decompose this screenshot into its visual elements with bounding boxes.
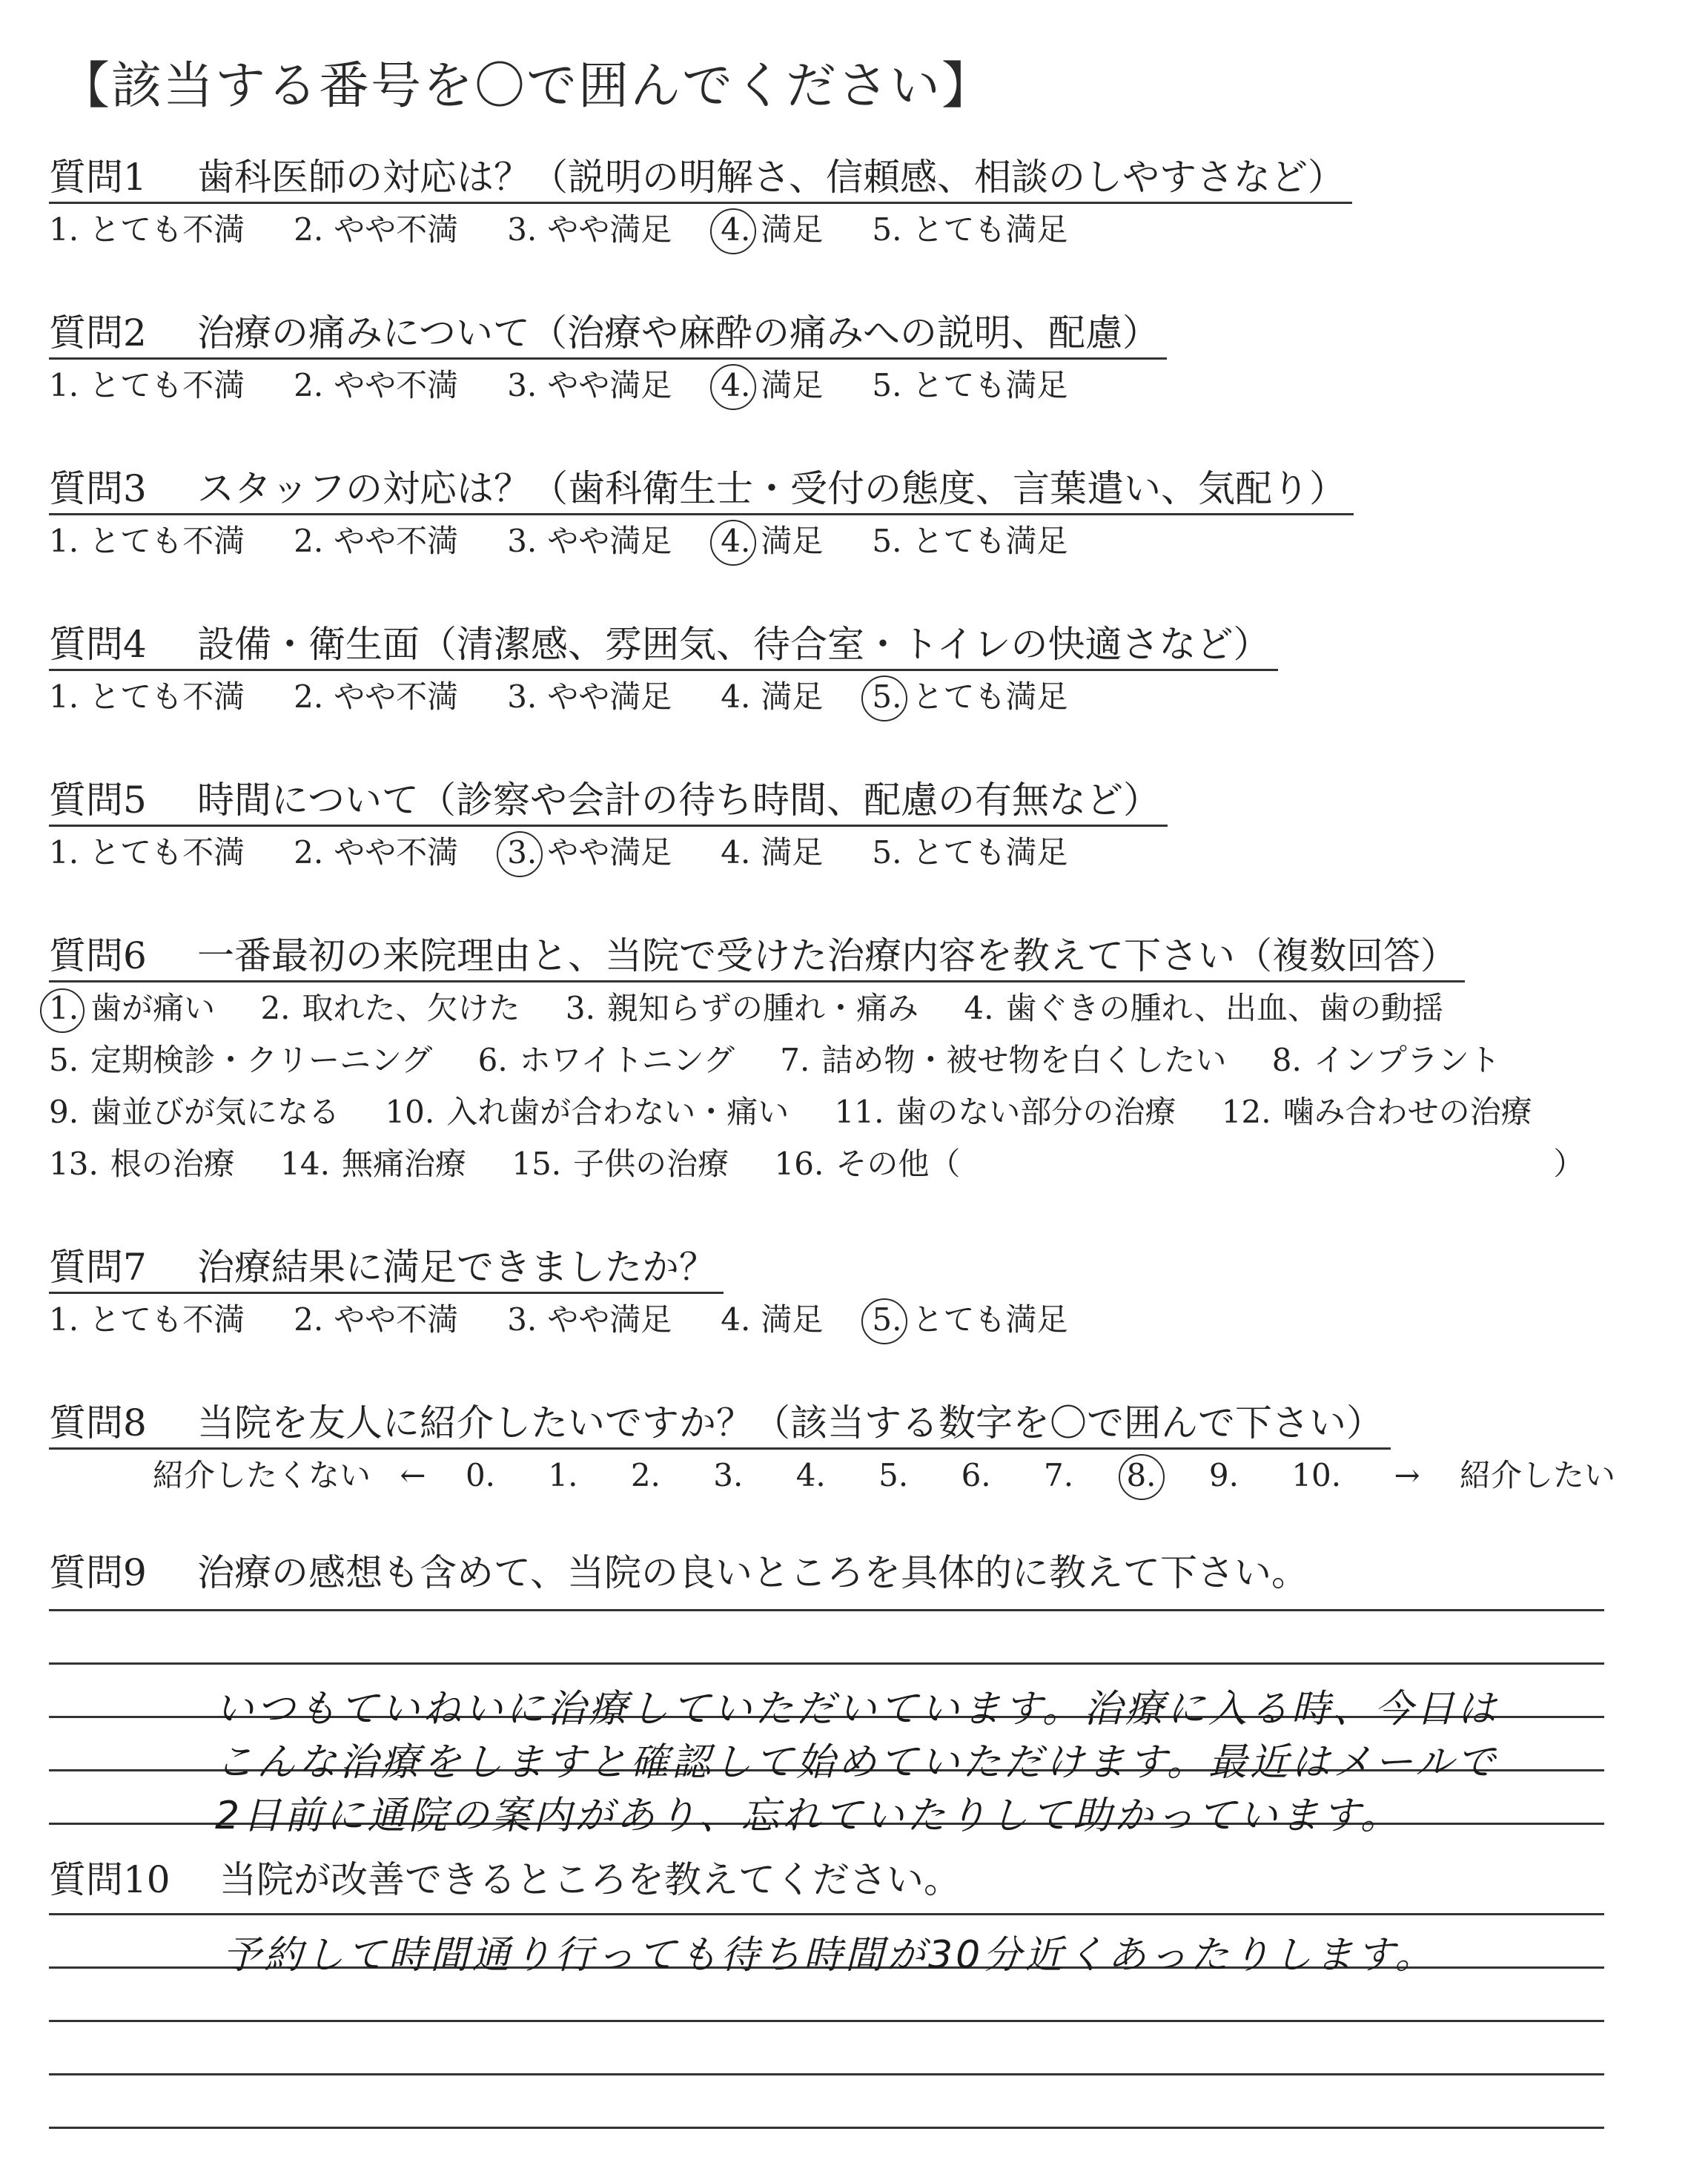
option-4-selected[interactable] xyxy=(721,515,823,567)
option-2[interactable] xyxy=(294,1294,458,1346)
choice-2[interactable] xyxy=(260,982,520,1034)
option-number: 4. xyxy=(721,834,751,871)
option-5-selected[interactable] xyxy=(872,1294,1068,1346)
option-number: 3. xyxy=(507,1301,537,1338)
question-1 xyxy=(49,153,1664,256)
choice-number: 2. xyxy=(260,990,291,1026)
option-label: 満足 xyxy=(761,211,824,248)
option-number: 5. xyxy=(872,834,902,871)
choice-1-selected[interactable] xyxy=(49,982,215,1034)
right-arrow-icon: → xyxy=(1394,1457,1420,1493)
option-number: 1. xyxy=(49,211,79,248)
scale-1[interactable]: 1. xyxy=(548,1457,578,1493)
option-4-selected[interactable] xyxy=(721,204,823,256)
choice-8[interactable] xyxy=(1272,1034,1500,1086)
other-close-paren: ） xyxy=(1553,1146,1585,1182)
option-1[interactable] xyxy=(49,1294,245,1346)
option-2[interactable] xyxy=(294,360,458,412)
question-number: 質問6 xyxy=(49,934,147,977)
choice-label: 根の治療 xyxy=(110,1146,235,1182)
writing-line xyxy=(49,2073,1604,2075)
option-number: 1. xyxy=(49,834,79,871)
option-2[interactable] xyxy=(294,671,458,723)
choice-label: 子供の治療 xyxy=(573,1146,729,1182)
option-number: 5. xyxy=(872,367,902,403)
choice-3[interactable] xyxy=(566,982,918,1034)
option-5-selected[interactable] xyxy=(872,671,1068,723)
option-number: 3. xyxy=(507,367,537,403)
rating-options xyxy=(49,204,1664,256)
handwritten-answer-line: こんな治療をしますと確認して始めていただけます。最近はメールで xyxy=(215,1740,1498,1785)
choice-label: インプラント xyxy=(1313,1042,1500,1078)
writing-line xyxy=(49,1609,1604,1611)
option-number: 5. xyxy=(872,1294,901,1346)
writing-line xyxy=(49,1913,1604,1915)
choice-number: 7. xyxy=(780,1042,810,1078)
choice-number: 3. xyxy=(565,990,595,1026)
question-text: 当院が改善できるところを教えてください。 xyxy=(219,1858,961,1901)
option-3[interactable] xyxy=(507,360,672,412)
option-number: 1. xyxy=(49,1301,79,1338)
choice-label: その他（ xyxy=(835,1146,961,1182)
rating-options xyxy=(49,827,1664,879)
question-6-heading xyxy=(49,931,1465,982)
option-label: とても満足 xyxy=(912,1301,1068,1338)
choice-5[interactable] xyxy=(49,1034,432,1086)
choice-number: 1. xyxy=(49,982,79,1034)
option-number: 3. xyxy=(507,211,537,248)
option-number: 2. xyxy=(294,211,324,248)
option-number: 2. xyxy=(294,834,324,871)
option-label: やや不満 xyxy=(334,834,459,871)
option-label: とても満足 xyxy=(912,211,1068,248)
options-row xyxy=(49,982,1664,1034)
left-arrow-icon: ← xyxy=(400,1457,426,1493)
option-label: やや満足 xyxy=(547,523,672,559)
option-4[interactable] xyxy=(721,671,823,723)
option-label: とても満足 xyxy=(912,834,1068,871)
question-4-heading xyxy=(49,620,1278,671)
rating-options xyxy=(49,1294,1664,1346)
question-3-heading xyxy=(49,464,1354,515)
question-4 xyxy=(49,620,1664,723)
question-number: 質問10 xyxy=(49,1858,171,1901)
option-number: 4. xyxy=(721,1301,751,1338)
option-4[interactable] xyxy=(721,827,823,879)
option-number: 1. xyxy=(49,367,79,403)
choice-number: 14. xyxy=(280,1146,330,1182)
rating-options xyxy=(49,671,1664,723)
page-title: 【該当する番号を〇で囲んでください】 xyxy=(59,57,994,116)
question-text: スタッフの対応は？（歯科衛生士・受付の態度、言葉遣い、気配り） xyxy=(197,467,1346,510)
option-label: 満足 xyxy=(761,678,824,715)
option-2[interactable] xyxy=(294,204,458,256)
choice-label: 歯のない部分の治療 xyxy=(896,1094,1176,1130)
option-3[interactable] xyxy=(507,1294,672,1346)
rating-options xyxy=(49,515,1664,567)
scale-8-selected[interactable]: 8. xyxy=(1126,1450,1156,1502)
scale-3[interactable]: 3. xyxy=(713,1457,744,1493)
option-label: やや不満 xyxy=(334,523,459,559)
option-label: やや不満 xyxy=(334,367,459,403)
option-5[interactable] xyxy=(872,827,1068,879)
question-8-heading xyxy=(49,1398,1391,1450)
choice-12[interactable] xyxy=(1222,1086,1532,1138)
choice-number: 12. xyxy=(1221,1094,1271,1130)
option-label: とても不満 xyxy=(89,1301,245,1338)
option-label: やや満足 xyxy=(547,678,672,715)
question-8 xyxy=(49,1398,1664,1502)
option-1[interactable] xyxy=(49,671,245,723)
choice-label: 詰め物・被せ物を白くしたい xyxy=(821,1042,1227,1078)
option-number: 3. xyxy=(507,523,537,559)
choice-label: 定期検診・クリーニング xyxy=(90,1042,433,1078)
option-label: 満足 xyxy=(761,834,824,871)
choice-number: 15. xyxy=(512,1146,562,1182)
question-number: 質問8 xyxy=(49,1401,147,1444)
scale-5[interactable]: 5. xyxy=(878,1457,909,1493)
choice-15[interactable] xyxy=(512,1138,729,1190)
option-label: やや満足 xyxy=(547,367,672,403)
choice-number: 8. xyxy=(1271,1042,1302,1078)
rating-options xyxy=(49,360,1664,412)
scale-0[interactable]: 0. xyxy=(465,1457,496,1493)
multi-choice-options xyxy=(49,982,1664,1190)
options-row xyxy=(49,1138,1664,1190)
choice-6[interactable] xyxy=(478,1034,735,1086)
choice-number: 5. xyxy=(49,1042,79,1078)
choice-number: 10. xyxy=(385,1094,435,1130)
handwritten-answer-line: 2日前に通院の案内があり、忘れていたりして助かっています。 xyxy=(215,1794,1402,1838)
question-text: 時間について（診察や会計の待ち時間、配慮の有無など） xyxy=(197,779,1160,822)
question-text: 当院を友人に紹介したいですか？（該当する数字を〇で囲んで下さい） xyxy=(197,1401,1383,1444)
question-text: 一番最初の来院理由と、当院で受けた治療内容を教えて下さい（複数回答） xyxy=(197,934,1457,977)
options-row xyxy=(49,1086,1664,1138)
question-text: 設備・衛生面（清潔感、雰囲気、待合室・トイレの快適さなど） xyxy=(197,623,1271,666)
choice-label: 噛み合わせの治療 xyxy=(1282,1094,1532,1130)
question-number: 質問3 xyxy=(49,467,147,510)
option-label: やや満足 xyxy=(547,834,672,871)
handwritten-answer-line: 予約して時間通り行っても待ち時間が30分近くあったりします。 xyxy=(222,1933,1437,1978)
option-number: 1. xyxy=(49,678,79,715)
scale-4[interactable]: 4. xyxy=(795,1457,826,1493)
option-number: 5. xyxy=(872,211,902,248)
option-1[interactable] xyxy=(49,360,245,412)
choice-number: 4. xyxy=(964,990,994,1026)
choice-label: ホワイトニング xyxy=(519,1042,735,1078)
scale-10[interactable]: 10. xyxy=(1291,1457,1342,1493)
choice-13[interactable] xyxy=(49,1138,235,1190)
question-6 xyxy=(49,931,1664,1190)
choice-4[interactable] xyxy=(964,982,1443,1034)
scale-right-label: 紹介したい xyxy=(1460,1457,1616,1493)
option-label: とても不満 xyxy=(89,367,245,403)
option-label: 満足 xyxy=(761,523,824,559)
option-label: とても不満 xyxy=(89,211,245,248)
question-10-heading xyxy=(49,1855,968,1904)
choice-number: 16. xyxy=(774,1146,824,1182)
choice-label: 入れ歯が合わない・痛い xyxy=(446,1094,790,1130)
option-number: 1. xyxy=(49,523,79,559)
choice-10[interactable] xyxy=(385,1086,789,1138)
option-number: 2. xyxy=(294,678,324,715)
option-4[interactable] xyxy=(721,1294,823,1346)
option-label: とても満足 xyxy=(912,367,1068,403)
writing-line xyxy=(49,2127,1604,2129)
question-text: 治療の痛みについて（治療や麻酔の痛みへの説明、配慮） xyxy=(197,311,1159,354)
option-4-selected[interactable] xyxy=(721,360,823,412)
option-3-selected[interactable] xyxy=(507,827,672,879)
choice-label: 歯が痛い xyxy=(90,990,216,1026)
question-7-heading xyxy=(49,1243,724,1294)
option-number: 3. xyxy=(507,678,537,715)
scale-left-label: 紹介したくない xyxy=(153,1457,371,1493)
option-label: とても不満 xyxy=(89,834,245,871)
question-number: 質問7 xyxy=(49,1246,147,1289)
option-number: 5. xyxy=(872,523,902,559)
option-label: とても満足 xyxy=(912,523,1068,559)
option-1[interactable] xyxy=(49,827,245,879)
question-1-heading xyxy=(49,153,1352,204)
option-label: やや満足 xyxy=(547,1301,672,1338)
handwritten-answer-line: いつもていねいに治療していただいています。治療に入る時、今日は xyxy=(215,1687,1499,1731)
option-label: やや不満 xyxy=(334,1301,459,1338)
writing-line xyxy=(49,2020,1604,2022)
choice-7[interactable] xyxy=(780,1034,1226,1086)
option-5[interactable] xyxy=(872,515,1068,567)
question-9-heading xyxy=(49,1548,1316,1597)
option-3[interactable] xyxy=(507,671,672,723)
choice-number: 9. xyxy=(49,1094,79,1130)
option-label: やや不満 xyxy=(334,211,459,248)
question-5 xyxy=(49,776,1664,879)
question-7 xyxy=(49,1243,1664,1346)
question-text: 治療の感想も含めて、当院の良いところを具体的に教えて下さい。 xyxy=(197,1551,1308,1594)
question-9 xyxy=(49,1548,1664,1597)
option-label: やや不満 xyxy=(334,678,459,715)
choice-14[interactable] xyxy=(280,1138,466,1190)
choice-11[interactable] xyxy=(835,1086,1176,1138)
option-number: 2. xyxy=(294,523,324,559)
choice-label: 歯ぐきの腫れ、出血、歯の動揺 xyxy=(1005,990,1443,1026)
option-number: 3. xyxy=(507,827,537,879)
question-10 xyxy=(49,1855,1664,1904)
option-1[interactable] xyxy=(49,204,245,256)
option-2[interactable] xyxy=(294,827,458,879)
question-number: 質問2 xyxy=(49,311,147,354)
option-label: とても不満 xyxy=(89,523,245,559)
choice-label: 親知らずの腫れ・痛み xyxy=(606,990,918,1026)
question-text: 治療結果に満足できましたか？ xyxy=(197,1246,716,1289)
option-5[interactable] xyxy=(872,360,1068,412)
choice-9[interactable] xyxy=(49,1086,340,1138)
option-3[interactable] xyxy=(507,204,672,256)
scale-2[interactable]: 2. xyxy=(630,1457,661,1493)
option-1[interactable] xyxy=(49,515,245,567)
options-row xyxy=(49,1034,1664,1086)
option-number: 2. xyxy=(294,367,324,403)
option-label: とても不満 xyxy=(89,678,245,715)
question-number: 質問5 xyxy=(49,779,147,822)
question-2 xyxy=(49,308,1664,412)
option-5[interactable] xyxy=(872,204,1068,256)
scale-6[interactable]: 6. xyxy=(961,1457,991,1493)
option-label: やや満足 xyxy=(547,211,672,248)
option-number: 5. xyxy=(872,671,901,723)
choice-number: 13. xyxy=(49,1146,99,1182)
question-text: 歯科医師の対応は？（説明の明解さ、信頼感、相談のしやすさなど） xyxy=(197,156,1345,199)
scale-9[interactable]: 9. xyxy=(1208,1457,1239,1493)
choice-16[interactable] xyxy=(775,1138,1585,1190)
option-2[interactable] xyxy=(294,515,458,567)
option-number: 4. xyxy=(721,678,751,715)
option-number: 2. xyxy=(294,1301,324,1338)
choice-label: 取れた、欠けた xyxy=(302,990,520,1026)
question-number: 質問4 xyxy=(49,623,147,666)
option-label: 満足 xyxy=(761,1301,824,1338)
question-5-heading xyxy=(49,776,1168,827)
choice-label: 歯並びが気になる xyxy=(90,1094,340,1130)
scale-7[interactable]: 7. xyxy=(1044,1457,1074,1493)
question-3 xyxy=(49,464,1664,567)
option-number: 4. xyxy=(721,515,750,567)
recommend-scale xyxy=(49,1450,1664,1502)
option-label: 満足 xyxy=(761,367,824,403)
choice-number: 11. xyxy=(834,1094,884,1130)
writing-line xyxy=(49,1662,1604,1665)
option-label: とても満足 xyxy=(912,678,1068,715)
option-3[interactable] xyxy=(507,515,672,567)
question-number: 質問9 xyxy=(49,1551,147,1594)
question-2-heading xyxy=(49,308,1167,360)
option-number: 4. xyxy=(721,204,750,256)
choice-label: 無痛治療 xyxy=(341,1146,466,1182)
choice-number: 6. xyxy=(477,1042,508,1078)
question-number: 質問1 xyxy=(49,156,147,199)
option-number: 4. xyxy=(721,360,750,412)
